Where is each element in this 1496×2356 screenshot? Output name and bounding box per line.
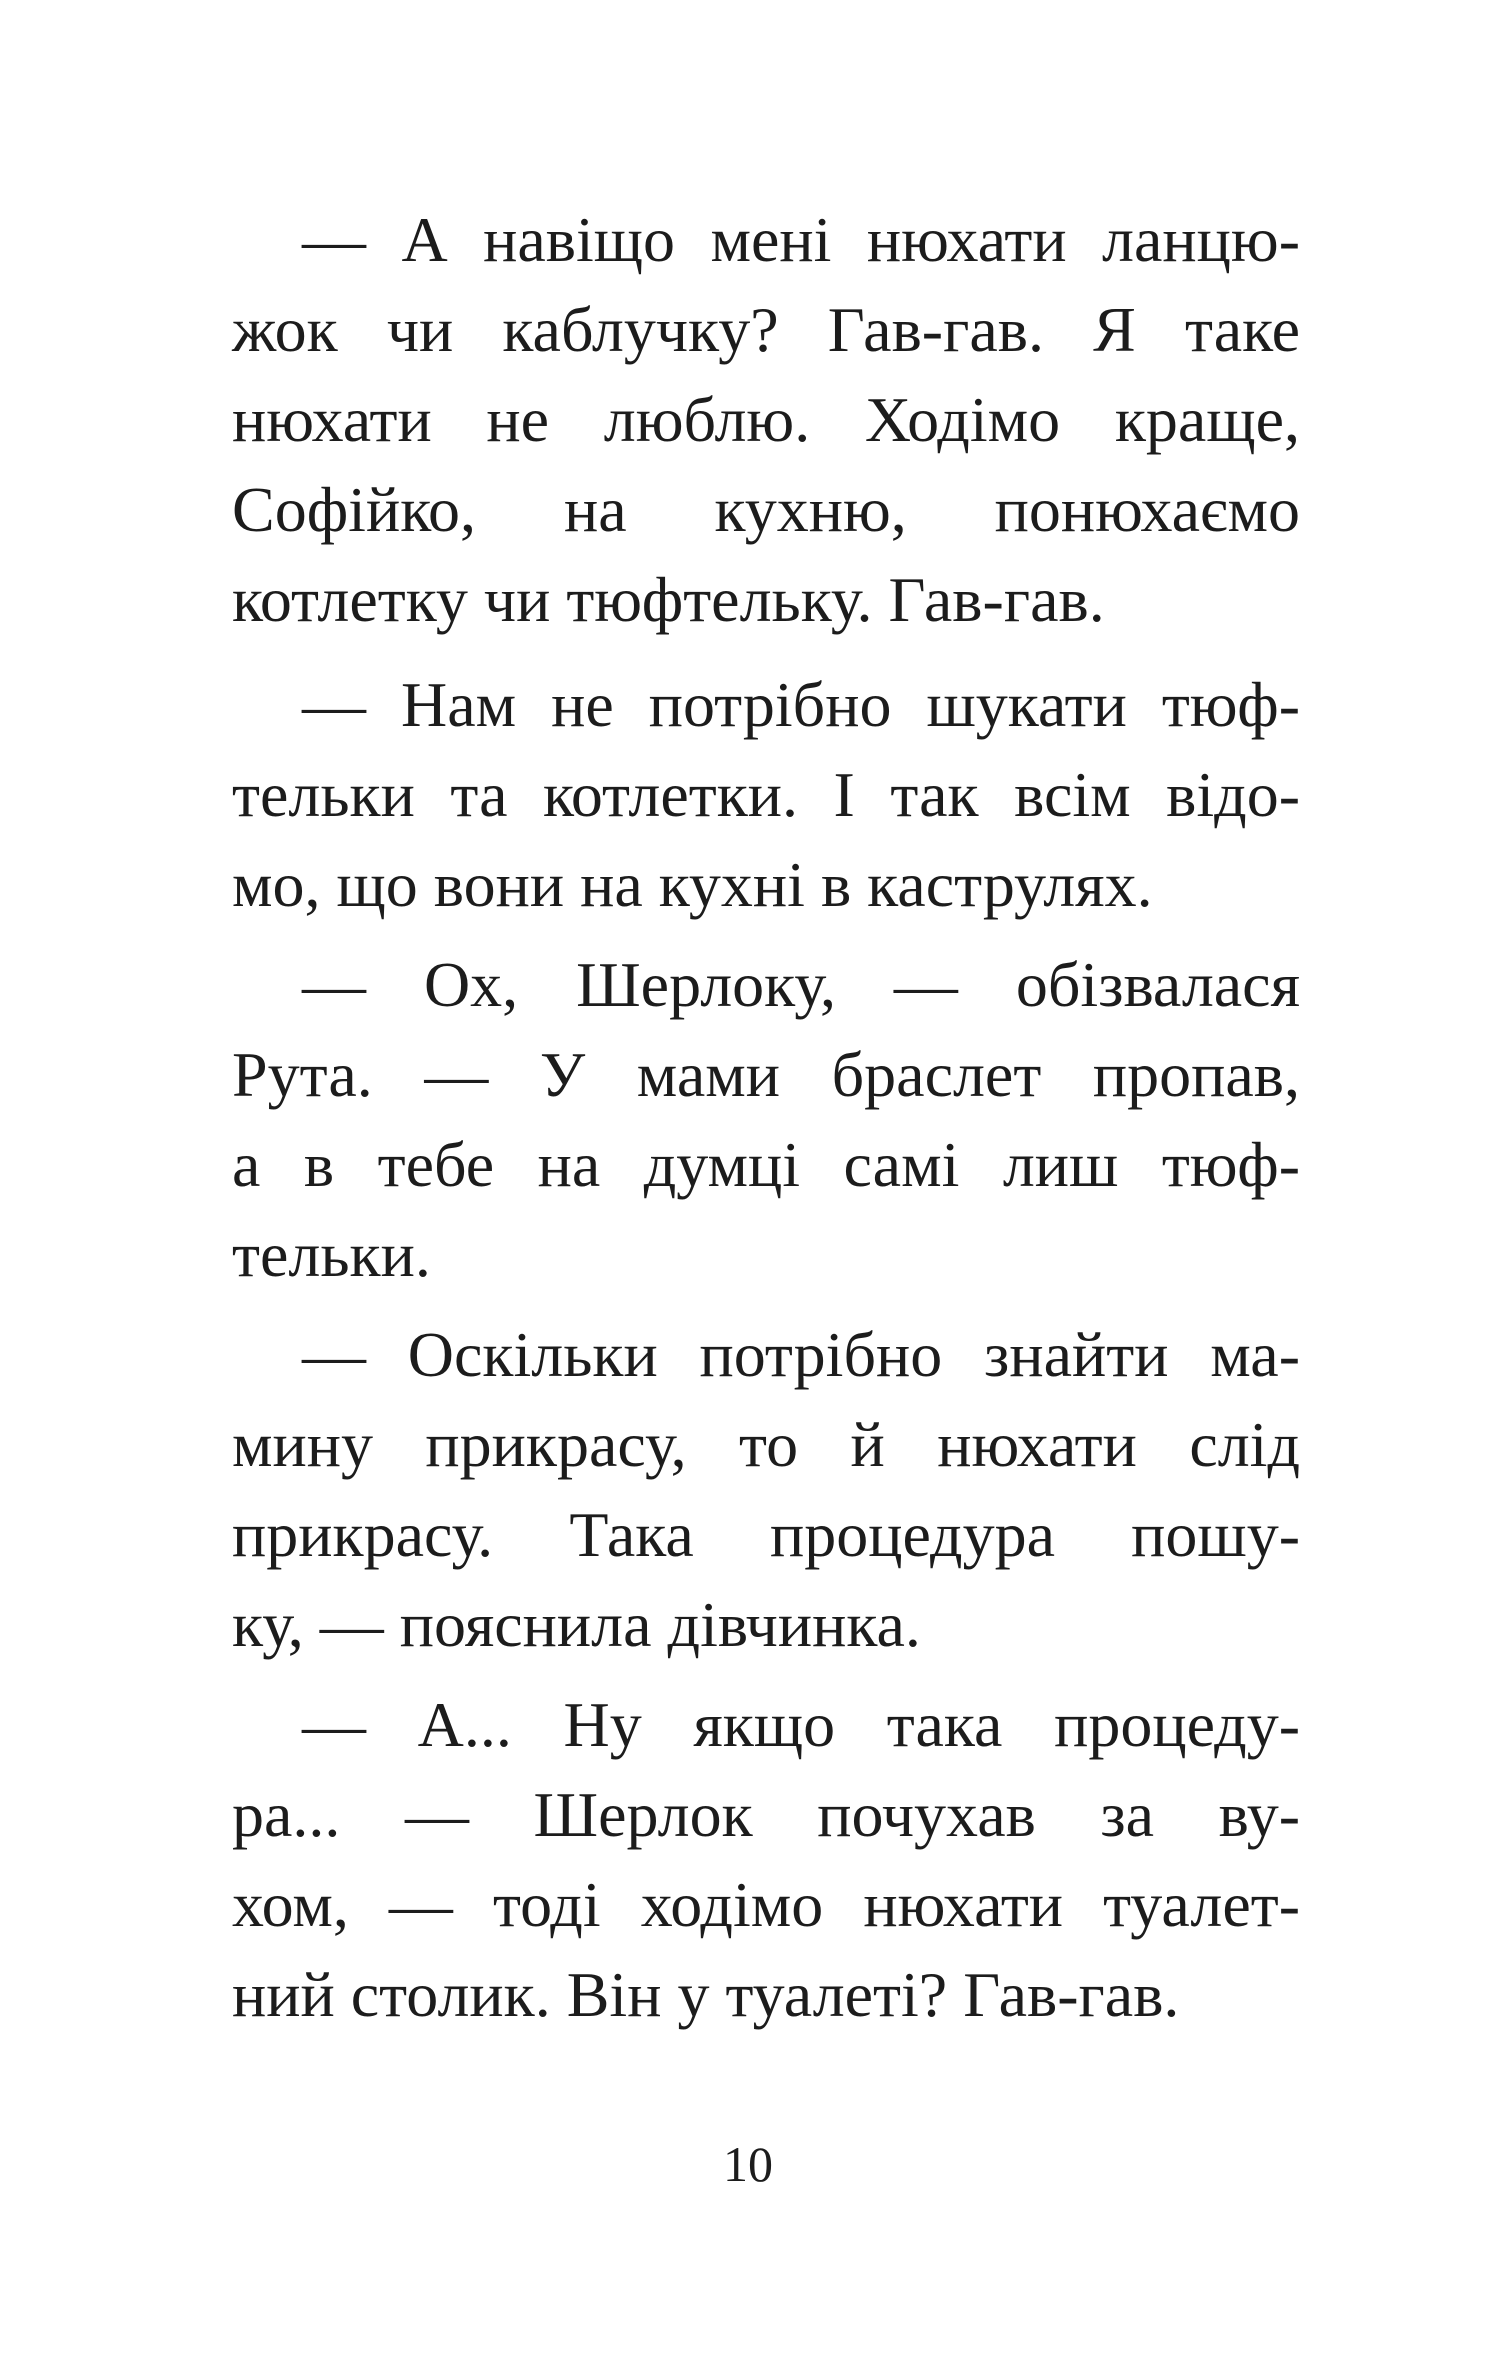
text-line: — Нам не потрібно шукати тюф- bbox=[302, 669, 1300, 740]
text-line: прикрасу. Така процедура пошу- bbox=[232, 1499, 1300, 1570]
text-line: — Оскільки потрібно знайти ма- bbox=[302, 1319, 1300, 1390]
text-line: тельки. bbox=[232, 1219, 431, 1290]
text-line: нюхати не люблю. Ходімо краще, bbox=[232, 384, 1300, 455]
text-line: — А... Ну якщо така процеду- bbox=[302, 1689, 1300, 1760]
text-line: хом, — тоді ходімо нюхати туалет- bbox=[232, 1869, 1300, 1940]
text-line: мо, що вони на кухні в каструлях. bbox=[232, 849, 1153, 920]
text-line: ний столик. Він у туалеті? Гав-гав. bbox=[232, 1959, 1180, 2030]
text-line: — Ох, Шерлоку, — обізвалася bbox=[302, 949, 1300, 1020]
text-line: ра... — Шерлок почухав за ву- bbox=[232, 1779, 1300, 1850]
text-line: котлетку чи тюфтельку. Гав-гав. bbox=[232, 564, 1105, 635]
text-line: жок чи каблучку? Гав-гав. Я таке bbox=[232, 294, 1300, 365]
page-number: 10 bbox=[723, 2136, 773, 2192]
text-line: ку, — пояснила дівчинка. bbox=[232, 1589, 921, 1660]
text-line: тельки та котлетки. І так всім відо- bbox=[232, 759, 1300, 830]
text-line: — А навіщо мені нюхати ланцю- bbox=[302, 204, 1300, 275]
text-line: Софійко, на кухню, понюхаємо bbox=[232, 474, 1300, 545]
text-line: а в тебе на думці самі лиш тюф- bbox=[232, 1129, 1300, 1200]
text-line: Рута. — У мами браслет пропав, bbox=[232, 1039, 1300, 1110]
text-line: мину прикрасу, то й нюхати слід bbox=[232, 1409, 1300, 1480]
